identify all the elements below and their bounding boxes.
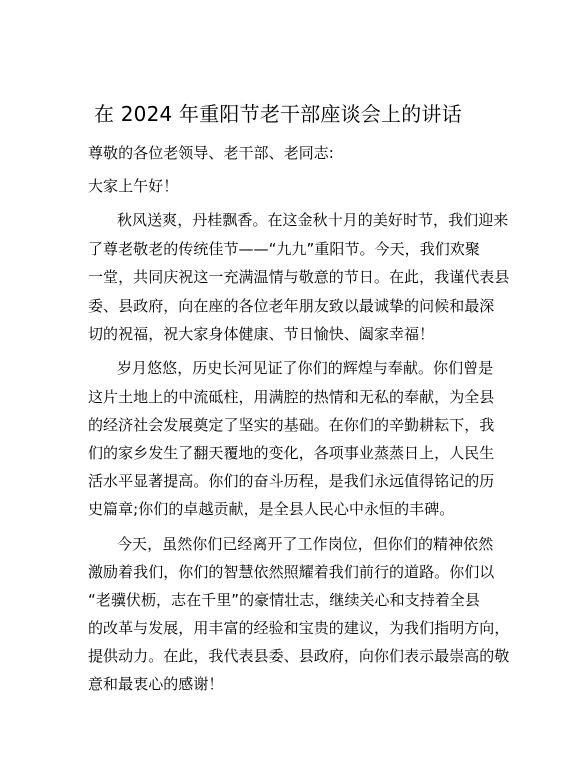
paragraph-3-line-2: 激励着我们，你们的智慧依然照耀着我们前行的道路。你们以 xyxy=(88,563,495,581)
paragraph-1-line-2: 了尊老敬老的传统佳节——“九九”重阳节。今天，我们欢聚 xyxy=(88,240,480,258)
paragraph-3-line-3: “老骥伏枥，志在千里”的豪情壮志，继续关心和支持着全县 xyxy=(88,591,480,609)
paragraph-2-line-6: 史篇章;你们的卓越贡献，是全县人民心中永恒的丰碑。 xyxy=(88,500,455,518)
paragraph-1-line-4: 委、县政府，向在座的各位老年朋友致以最诚挚的问候和最深 xyxy=(88,297,495,315)
paragraph-3-line-4: 的改革与发展，用丰富的经验和宝贵的建议，为我们指明方向， xyxy=(88,619,510,637)
paragraph-1-line-3: 一堂，共同庆祝这一充满温情与敬意的节日。在此，我谨代表县 xyxy=(88,268,510,286)
paragraph-3-line-5: 提供动力。在此，我代表县委、县政府，向你们表示最崇高的敬 xyxy=(88,647,510,665)
paragraph-3-line-1: 今天，虽然你们已经离开了工作岗位，但你们的精神依然 xyxy=(117,535,494,553)
paragraph-1-line-1: 秋风送爽，丹桂飘香。在这金秋十月的美好时节，我们迎来 xyxy=(117,211,509,229)
salutation: 尊敬的各位老领导、老干部、老同志: xyxy=(88,144,334,162)
greeting: 大家上午好！ xyxy=(88,177,179,195)
paragraph-1-line-5: 切的祝福，祝大家身体健康、节日愉快、阖家幸福！ xyxy=(88,325,435,343)
paragraph-2-line-2: 这片土地上的中流砥柱，用满腔的热情和无私的奉献，为全县 xyxy=(88,388,495,406)
paragraph-2-line-1: 岁月悠悠，历史长河见证了你们的辉煌与奉献。你们曾是 xyxy=(117,359,494,377)
paragraph-3-line-6: 意和最衷心的感谢！ xyxy=(88,675,224,693)
paragraph-2-line-5: 活水平显著提高。你们的奋斗历程，是我们永远值得铭记的历 xyxy=(88,472,495,490)
document-title: 在 2024 年重阳节老干部座谈会上的讲话 xyxy=(94,102,462,126)
paragraph-2-line-3: 的经济社会发展奠定了坚实的基础。在你们的辛勤耕耘下，我 xyxy=(88,416,495,434)
paragraph-2-line-4: 们的家乡发生了翻天覆地的变化，各项事业蒸蒸日上，人民生 xyxy=(88,444,495,462)
